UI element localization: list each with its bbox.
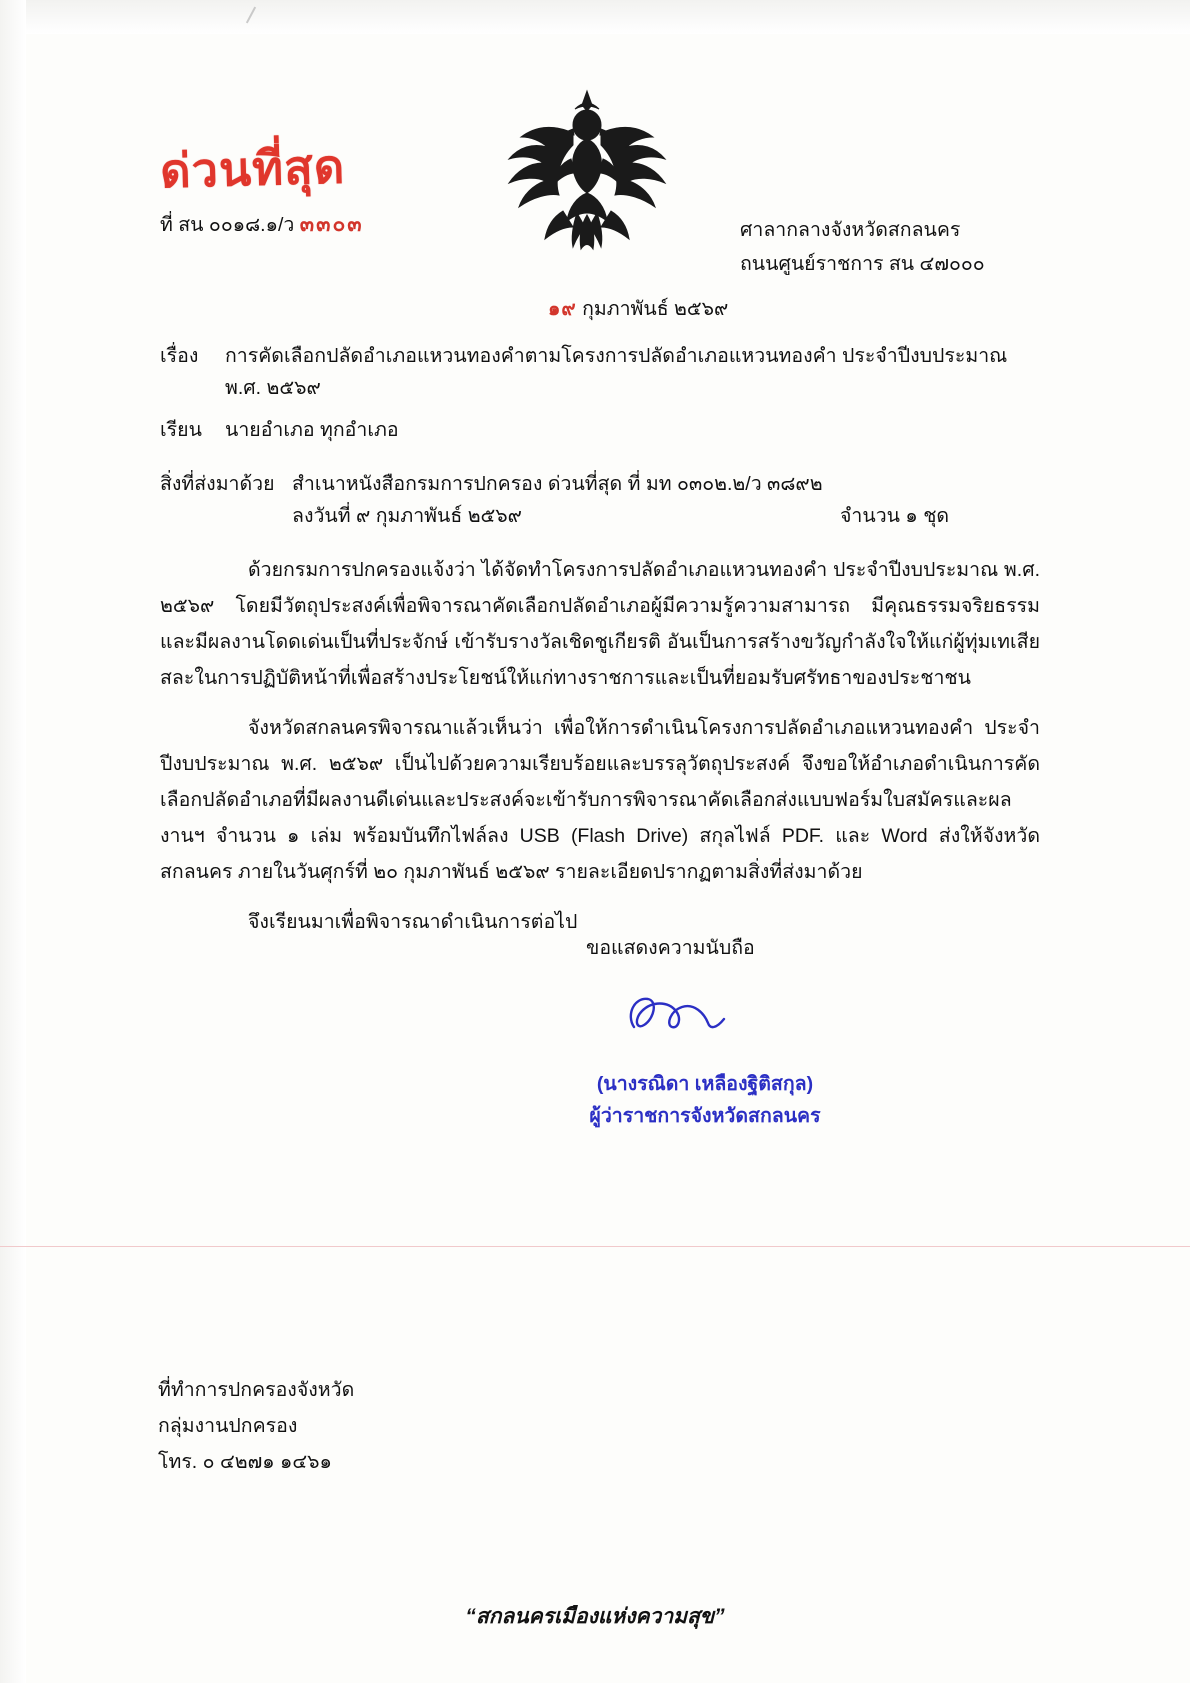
address-line-1: ศาลากลางจังหวัดสกลนคร <box>740 219 961 241</box>
sender-address <box>740 213 985 281</box>
paragraph-1: ด้วยกรมการปกครองแจ้งว่า ได้จัดทำโครงการปลัดอำเภอแหวนทองคำ ประจำปีงบประมาณ พ.ศ. ๒๕๖๙ โดยมีวัตถุประสงค์เพื่อพิจารณาคัดเลือกปลัดอำเภอผู้มีความรู้ความสามารถ มีคุณธรรมจริยธรรม และมีผลงานโดดเด่นเป็นที่ประจักษ์ เข้ารับรางวัลเชิดชูเกียรติ อันเป็นการสร้างขวัญกำลังใจให้แก่ผู้ทุ่มเทเสียสละในการปฏิบัติหน้าที่เพื่อสร้างประโยชน์ให้แก่ทางราชการและเป็นที่ยอมรับศรัทธาของประชาชน <box>160 559 1040 689</box>
field-attachment <box>160 468 1060 532</box>
province-slogan: “สกลนครเมืองแห่งความสุข” <box>465 1605 725 1628</box>
paragraph-2: จังหวัดสกลนครพิจารณาแล้วเห็นว่า เพื่อให้การดำเนินโครงการปลัดอำเภอแหวนทองคำ ประจำปีงบประมาณ พ.ศ. ๒๕๖๙ เป็นไปด้วยความเรียบร้อยและบรรลุวัตถุประสงค์ จึงขอให้อำเภอดำเนินการคัดเลือกปลัดอำเภอที่มีผลงานดีเด่นและประสงค์จะเข้ารับการพิจารณาคัดเลือกส่งแบบฟอร์มใบสมัครและผลงานฯ จำนวน ๑ เล่ม พร้อมบันทึกไฟล์ลง USB (Flash Drive) สกุลไฟล์ PDF. และ Word ส่งให้จังหวัดสกลนคร ภายในวันศุกร์ที่ ๒๐ กุมภาพันธ์ ๒๕๖๙ รายละเอียดปรากฏตามสิ่งที่ส่งมาด้วย <box>160 717 1040 883</box>
document-number-prefix: ที่ สน ๐๐๑๘.๑/ว <box>160 214 295 236</box>
footer-line-3: โทร. ๐ ๔๒๗๑ ๑๔๖๑ <box>158 1451 332 1473</box>
date-line <box>548 293 728 324</box>
field-recipient <box>160 414 1040 446</box>
document-number <box>160 208 364 241</box>
signer-position: ผู้ว่าราชการจังหวัดสกลนคร <box>589 1105 821 1127</box>
closing-salutation: ขอแสดงความนับถือ <box>586 937 755 959</box>
urgent-stamp: ด่วนที่สุด <box>159 139 346 200</box>
footer-contact <box>158 1372 354 1480</box>
garuda-emblem <box>497 85 677 260</box>
address-line-2: ถนนศูนย์ราชการ สน ๔๗๐๐๐ <box>740 253 985 275</box>
page-crease <box>0 1246 1190 1247</box>
attachment-label: สิ่งที่ส่งมาด้วย <box>160 473 275 495</box>
scan-edge-top <box>0 0 1190 34</box>
attachment-line-2: ลงวันที่ ๙ กุมภาพันธ์ ๒๕๖๙ <box>292 505 522 527</box>
scan-edge-left <box>0 0 26 1683</box>
signature-mark <box>620 985 740 1045</box>
attachment-line-1: สำเนาหนังสือกรมการปกครอง ด่วนที่สุด ที่ มท ๐๓๐๒.๒/ว ๓๘๙๒ <box>292 473 823 495</box>
recipient-label: เรียน <box>160 419 202 441</box>
signer-block <box>540 1068 870 1132</box>
footer-line-1: ที่ทำการปกครองจังหวัด <box>158 1379 355 1401</box>
signer-name: (นางรณิดา เหลืองฐิติสกุล) <box>596 1073 814 1095</box>
paragraph-3: จึงเรียนมาเพื่อพิจารณาดำเนินการต่อไป <box>248 911 578 933</box>
date-month-year: กุมภาพันธ์ ๒๕๖๙ <box>582 298 729 320</box>
date-day: ๑๙ <box>548 298 577 320</box>
attachment-amount: จำนวน ๑ ชุด <box>840 505 950 527</box>
footer-line-2: กลุ่มงานปกครอง <box>158 1415 298 1437</box>
subject-line-1: การคัดเลือกปลัดอำเภอแหวนทองคำตามโครงการปลัดอำเภอแหวนทองคำ ประจำปีงบประมาณ <box>225 345 1008 367</box>
recipient-value: นายอำเภอ ทุกอำเภอ <box>225 419 399 441</box>
subject-line-2: พ.ศ. ๒๕๖๙ <box>225 377 321 399</box>
letter-body <box>160 552 1040 954</box>
field-subject <box>160 340 1040 404</box>
subject-label: เรื่อง <box>160 345 199 367</box>
document-number-handwritten: ๓๓๐๓ <box>299 213 364 236</box>
